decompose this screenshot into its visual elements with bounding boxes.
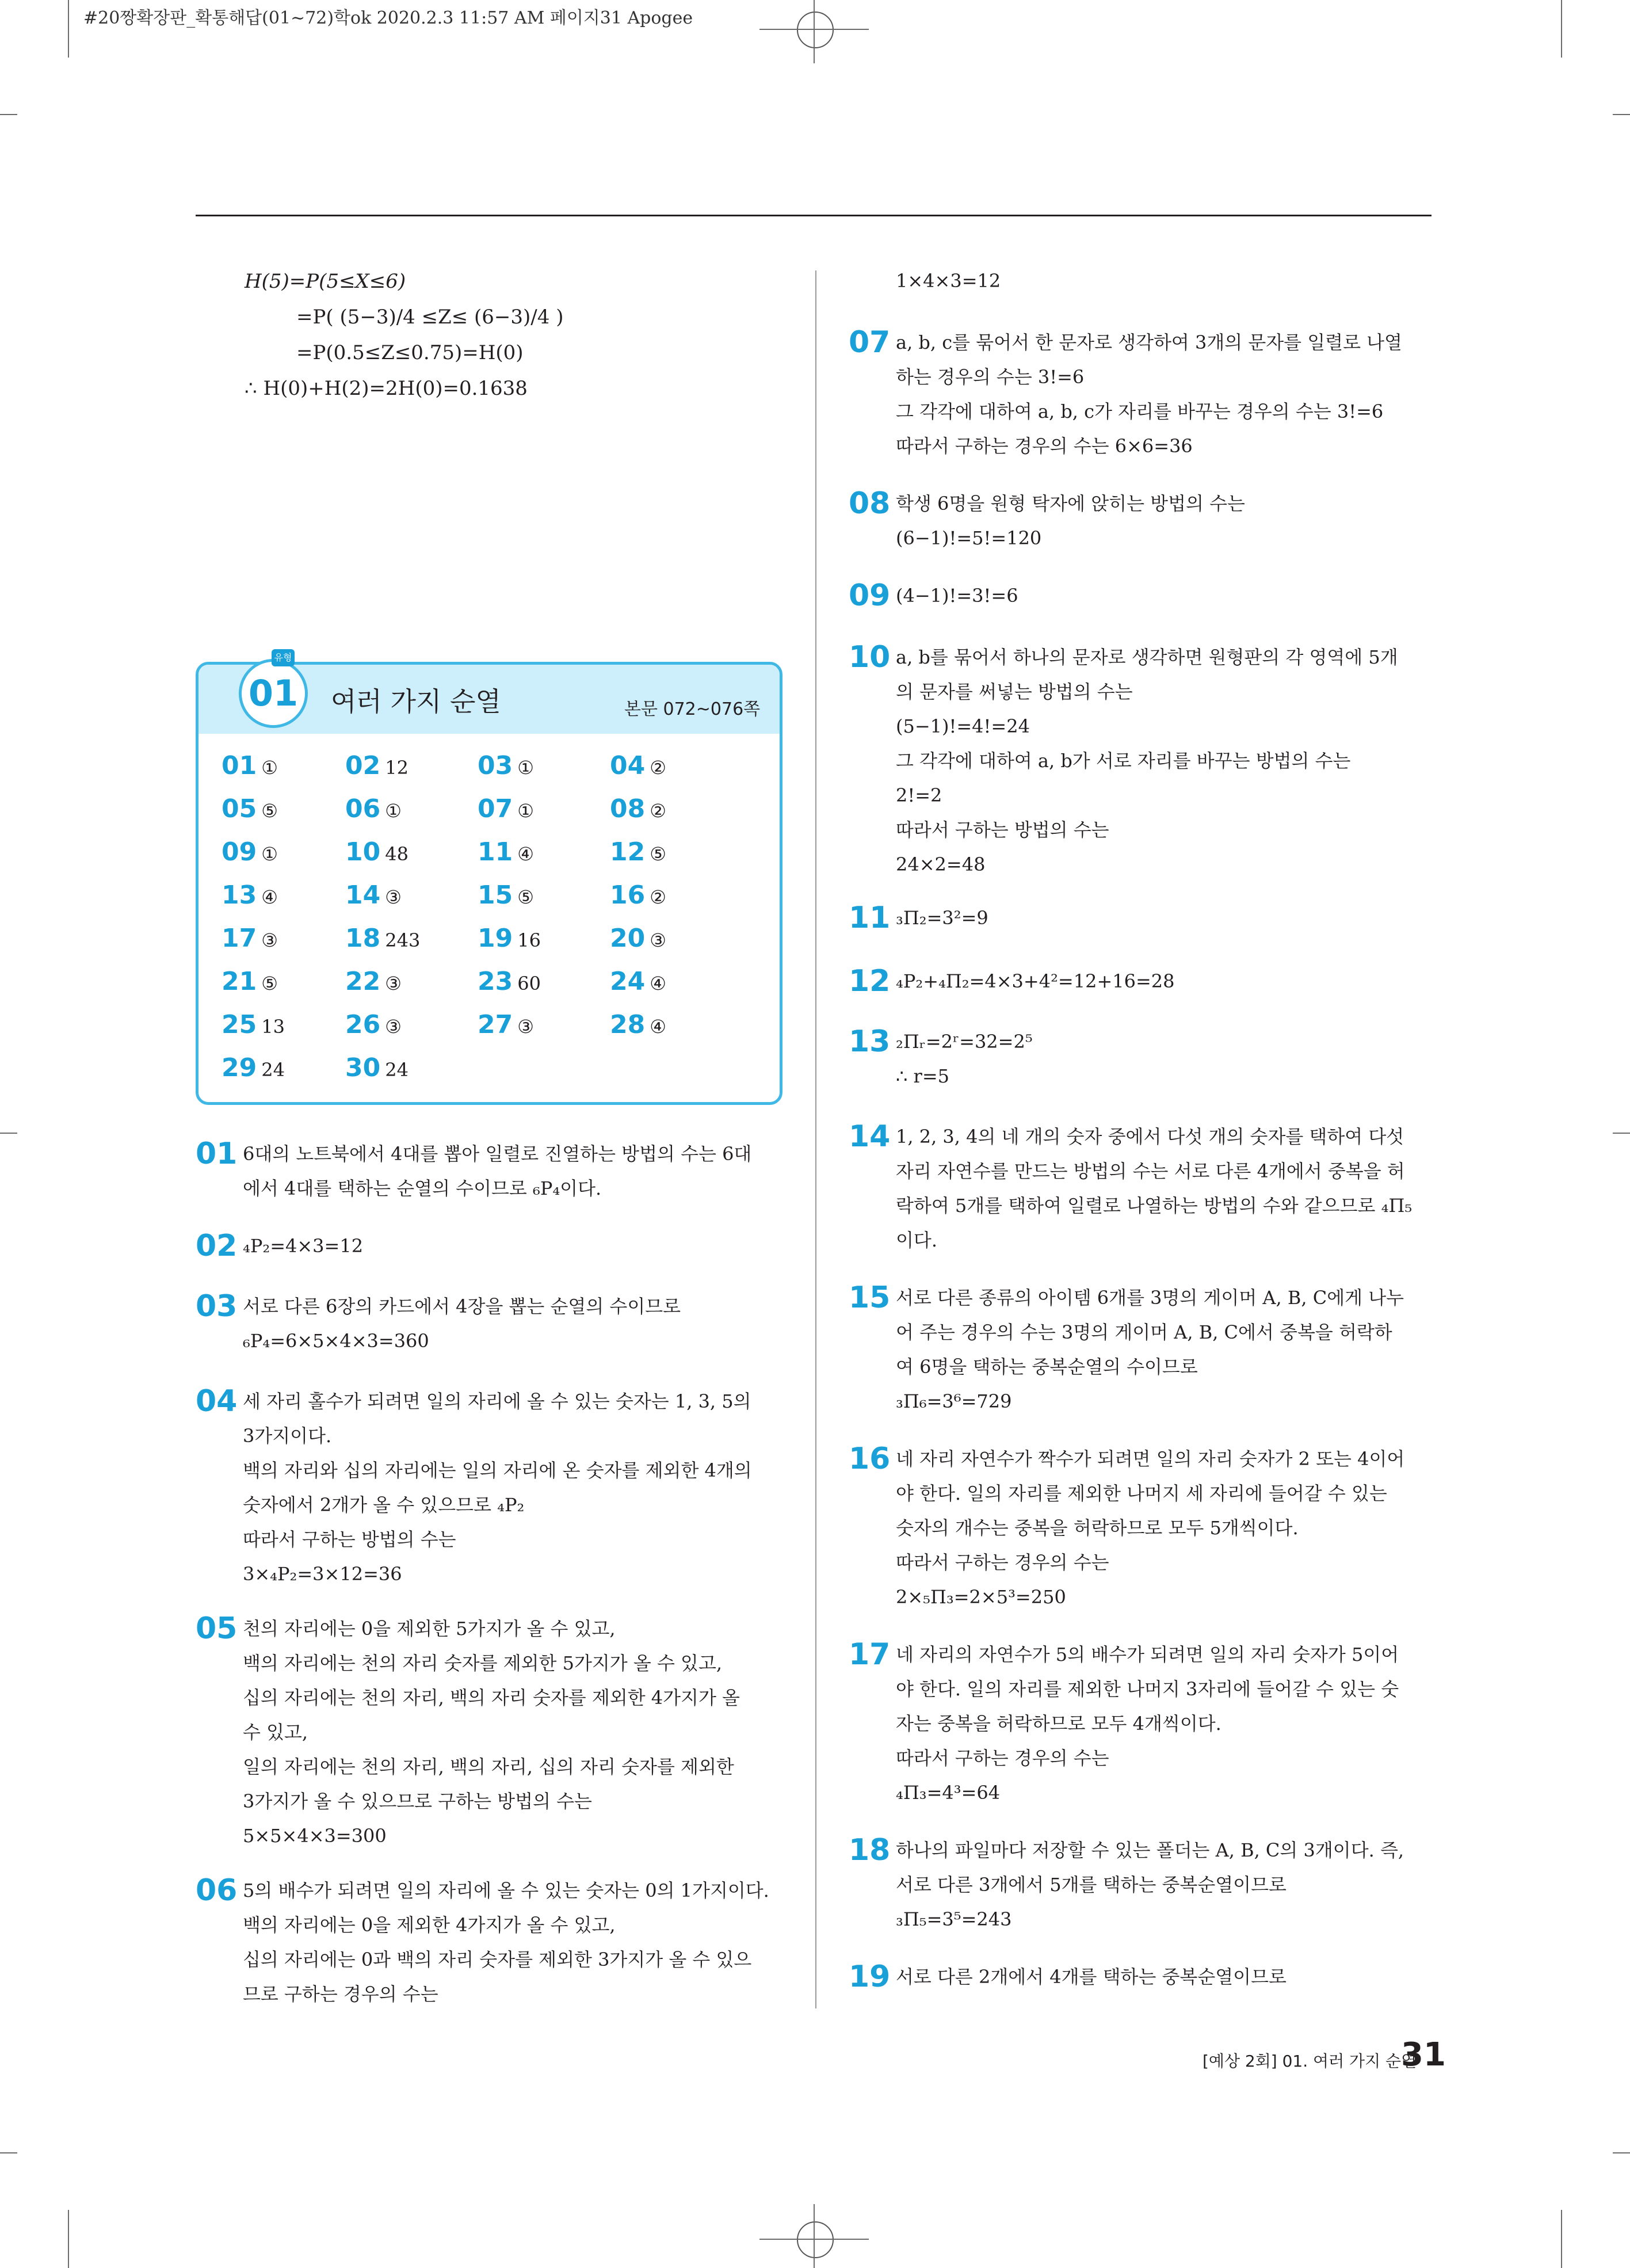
answer-number: 06 [345,794,381,824]
solution-line: 서로 다른 6장의 카드에서 4장을 뽑는 순열의 수이므로 [243,1295,681,1317]
answer-item [345,880,402,910]
solution-line: 락하여 5개를 택하여 일렬로 나열하는 방법의 수와 같으므로 ₄Π₅ [896,1195,1413,1217]
solution-line: a, b를 묶어서 하나의 문자로 생각하면 원형판의 각 영역에 5개 [896,646,1398,668]
answer-number: 12 [610,837,646,867]
solution-line: 자리 자연수를 만드는 방법의 수는 서로 다른 4개에서 중복을 허 [896,1160,1405,1182]
solution-line: 므로 구하는 경우의 수는 [243,1983,438,2005]
solution-line: 십의 자리에는 0과 백의 자리 숫자를 제외한 3가지가 올 수 있으 [243,1949,752,1970]
formula-line: H(5)=P(5≤X≤6) [245,270,406,293]
page-reference: 본문 072~076쪽 [624,699,761,719]
answer-number: 01 [222,751,257,780]
solution-line: ₃Π₆=3⁶=729 [896,1390,1012,1412]
answer-item [478,837,534,867]
solution-line: 서로 다른 2개에서 4개를 택하는 중복순열이므로 [896,1966,1287,1988]
formula-line: =P( (5−3)/4 ≤Z≤ (6−3)/4 ) [296,306,564,329]
solution-line: 천의 자리에는 0을 제외한 5가지가 올 수 있고, [243,1618,616,1640]
answer-number: 18 [345,924,381,953]
answer-item [222,794,278,824]
solution-number: 18 [849,1833,891,1867]
solution-line: 하나의 파일마다 저장할 수 있는 폴더는 A, B, C의 3개이다. 즉, [896,1839,1404,1861]
solution-line: 수 있고, [243,1721,308,1743]
section-title: 여러 가지 순열 [331,686,501,717]
answer-number: 13 [222,880,257,910]
answer-value: 243 [385,929,421,951]
answer-value: ① [385,800,402,822]
solution-line: 따라서 구하는 방법의 수는 [243,1528,456,1550]
solution-line: 3가지가 올 수 있으므로 구하는 방법의 수는 [243,1790,592,1812]
answer-item [222,880,278,910]
answer-number: 11 [478,837,513,867]
answer-number: 05 [222,794,257,824]
answer-number: 28 [610,1010,646,1039]
solution-line: 백의 자리에는 천의 자리 숫자를 제외한 5가지가 올 수 있고, [243,1652,723,1674]
answer-value: ② [650,757,666,779]
solution-number: 03 [196,1289,238,1324]
answer-item [345,751,409,780]
crop-mark [0,114,17,115]
answer-item [610,1010,666,1039]
header-rule [196,215,1432,216]
solution-line: 2!=2 [896,784,942,806]
solution-line: 6대의 노트북에서 4대를 뽑아 일렬로 진열하는 방법의 수는 6대 [243,1143,752,1165]
solution-line: 야 한다. 일의 자리를 제외한 나머지 3자리에 들어갈 수 있는 숫 [896,1678,1399,1700]
solution-line: ∴ r=5 [896,1065,949,1087]
answer-number: 20 [610,924,646,953]
answer-item [478,924,541,953]
answer-value: ③ [385,973,402,994]
answer-number: 22 [345,967,381,996]
answer-item [222,924,278,953]
solution-number: 08 [849,486,891,521]
solution-number: 16 [849,1442,891,1476]
solution-number: 02 [196,1229,238,1263]
answer-value: ① [261,843,278,865]
solution-line: ₃Π₂=3²=9 [896,907,988,929]
solution-number: 11 [849,901,891,935]
solution-line: ₂Πᵣ=2ʳ=32=2⁵ [896,1031,1033,1053]
crop-mark [68,2210,69,2268]
registration-line [814,0,815,63]
type-tag: 유형 [272,649,295,666]
solution-line: 그 각각에 대하여 a, b가 서로 자리를 바꾸는 방법의 수는 [896,750,1351,772]
answer-value: ② [650,800,666,822]
solution-number: 14 [849,1119,891,1154]
answer-number: 08 [610,794,646,824]
solution-line: 서로 다른 종류의 아이템 6개를 3명의 게이머 A, B, C에게 나누 [896,1287,1404,1309]
answer-value: 48 [385,843,409,865]
solution-line: 2×₅Π₃=2×5³=250 [896,1586,1066,1608]
registration-line [814,2204,815,2268]
crop-mark [1613,114,1630,115]
answer-item [222,967,278,996]
solution-line: 따라서 구하는 방법의 수는 [896,819,1109,841]
answer-item [345,794,402,824]
solution-line: 의 문자를 써넣는 방법의 수는 [896,681,1133,703]
answer-item [222,1010,285,1039]
answer-value: ⑤ [517,886,534,908]
answer-item [478,967,541,996]
solution-line: 십의 자리에는 천의 자리, 백의 자리 숫자를 제외한 4가지가 올 [243,1687,740,1709]
answer-item [610,924,666,953]
solution-line: 네 자리 자연수가 짝수가 되려면 일의 자리 숫자가 2 또는 4이어 [896,1448,1405,1470]
solution-line: 학생 6명을 원형 탁자에 앉히는 방법의 수는 [896,493,1245,514]
solution-line: 하는 경우의 수는 3!=6 [896,366,1085,388]
answer-number: 24 [610,967,646,996]
answer-value: ④ [650,1016,666,1038]
solution-line: 5×5×4×3=300 [243,1825,387,1847]
answer-item [345,967,402,996]
answer-value: 24 [261,1059,285,1081]
solution-number: 15 [849,1280,891,1315]
crop-mark [1561,2210,1562,2268]
answer-value: 13 [261,1016,285,1038]
solution-line: 백의 자리에는 0을 제외한 4가지가 올 수 있고, [243,1914,616,1936]
solution-number: 06 [196,1873,238,1908]
answer-number: 27 [478,1010,513,1039]
answer-number: 04 [610,751,646,780]
solution-number: 19 [849,1960,891,1994]
answer-item [478,1010,534,1039]
footer-label: [예상 2회] 01. 여러 가지 순열 [1203,2052,1417,2071]
solution-line: 서로 다른 3개에서 5개를 택하는 중복순열이므로 [896,1874,1287,1896]
answer-number: 02 [345,751,381,780]
solution-line: 백의 자리와 십의 자리에는 일의 자리에 온 숫자를 제외한 4개의 [243,1459,752,1481]
solution-line: (6−1)!=5!=120 [896,527,1042,549]
solution-number: 17 [849,1637,891,1672]
answer-value: 16 [517,929,541,951]
crop-mark [1561,0,1562,58]
answer-value: 24 [385,1059,409,1081]
solution-line: 따라서 구하는 경우의 수는 [896,1747,1109,1769]
answer-item [478,880,534,910]
solution-number: 10 [849,640,891,674]
answer-value: ⑤ [261,973,278,994]
crop-mark [0,2152,17,2153]
answer-item [610,794,666,824]
answer-number: 25 [222,1010,257,1039]
registration-mark-top [797,12,834,48]
answer-value: ④ [650,973,666,994]
solution-line: ₄Π₃=4³=64 [896,1782,1001,1804]
answer-value: ③ [385,1016,402,1038]
right-continuation [896,264,1001,298]
solution-number: 09 [849,578,891,613]
answer-value: ② [650,886,666,908]
registration-mark-bottom [797,2221,834,2258]
type-number: 01 [248,672,299,714]
answer-box [196,652,782,1105]
crop-mark [0,1133,17,1134]
solution-number: 13 [849,1024,891,1059]
answer-value: ③ [261,929,278,951]
solution-line: (5−1)!=4!=24 [896,715,1030,737]
solution-line: 자는 중복을 허락하므로 모두 4개씩이다. [896,1713,1221,1735]
answer-number: 10 [345,837,381,867]
answer-value: ④ [517,843,534,865]
answer-number: 16 [610,880,646,910]
answer-number: 14 [345,880,381,910]
answer-value: ⑤ [650,843,666,865]
answer-number: 15 [478,880,513,910]
solution-line: 그 각각에 대하여 a, b, c가 자리를 바꾸는 경우의 수는 3!=6 [896,401,1384,422]
left-continuation [245,264,563,406]
solution-line: 숫자에서 2개가 올 수 있으므로 ₄P₂ [243,1494,525,1516]
solution-number: 04 [196,1384,238,1419]
formula-line: ∴ H(0)+H(2)=2H(0)=0.1638 [245,377,528,400]
answer-value: ⑤ [261,800,278,822]
answer-item [610,837,666,867]
answer-item [345,924,420,953]
answer-number: 30 [345,1053,381,1082]
solution-line: 에서 4대를 택하는 순열의 수이므로 ₆P₄이다. [243,1177,602,1199]
answer-item [610,751,666,780]
solution-number: 07 [849,325,891,360]
solution-line: (4−1)!=3!=6 [896,585,1018,607]
answer-value: ④ [261,886,278,908]
solution-line: 따라서 구하는 경우의 수는 [896,1552,1109,1573]
answer-value: ① [517,757,534,779]
answer-number: 19 [478,924,513,953]
solution-line: ₆P₄=6×5×4×3=360 [243,1330,429,1352]
answer-item [222,751,278,780]
solution-number: 05 [196,1611,238,1646]
solution-line: ₃Π₅=3⁵=243 [896,1908,1012,1930]
answer-value: 12 [385,757,409,779]
solution-line: 숫자의 개수는 중복을 허락하므로 모두 5개씩이다. [896,1517,1299,1539]
solution-line: 여 6명을 택하는 중복순열의 수이므로 [896,1356,1198,1378]
answer-number: 29 [222,1053,257,1082]
formula-line: 1×4×3=12 [896,270,1001,292]
solution-number: 01 [196,1137,238,1171]
answer-item [345,1053,409,1082]
crop-mark [1613,1133,1630,1134]
solution-line: 일의 자리에는 천의 자리, 백의 자리, 십의 자리 숫자를 제외한 [243,1756,734,1778]
solution-line: 5의 배수가 되려면 일의 자리에 올 수 있는 숫자는 0의 1가지이다. [243,1880,769,1901]
answer-value: ③ [385,886,402,908]
answer-item [345,837,409,867]
solution-line: 세 자리 홀수가 되려면 일의 자리에 올 수 있는 숫자는 1, 3, 5의 [243,1390,751,1412]
answer-value: ① [261,757,278,779]
page-number: 31 [1401,2036,1446,2073]
solution-line: ₄P₂=4×3=12 [243,1235,364,1257]
answer-number: 09 [222,837,257,867]
solution-line: 3×₄P₂=3×12=36 [243,1563,402,1585]
answer-item [222,837,278,867]
answer-item [610,967,666,996]
solution-line: 1, 2, 3, 4의 네 개의 숫자 중에서 다섯 개의 숫자를 택하여 다섯 [896,1126,1404,1148]
crop-mark [68,0,69,58]
solution-line: 3가지이다. [243,1425,332,1447]
solution-line: 어 주는 경우의 수는 3명의 게이머 A, B, C에서 중복을 허락하 [896,1321,1392,1343]
answer-value: ③ [517,1016,534,1038]
answer-item [478,794,534,824]
solution-line: ₄P₂+₄Π₂=4×3+4²=12+16=28 [896,970,1175,992]
solution-line: 야 한다. 일의 자리를 제외한 나머지 세 자리에 들어갈 수 있는 [896,1482,1387,1504]
type-badge [239,652,308,728]
solution-line: 네 자리의 자연수가 5의 배수가 되려면 일의 자리 숫자가 5이어 [896,1644,1399,1665]
formula-line: =P(0.5≤Z≤0.75)=H(0) [296,341,524,364]
solution-number: 12 [849,964,891,998]
print-slug: #20짱확장판_확통해답(01~72)학ok 2020.2.3 11:57 AM 페이지31 Apogee [83,8,693,28]
solution-line: a, b, c를 묶어서 한 문자로 생각하여 3개의 문자를 일렬로 나열 [896,331,1402,353]
answer-number: 17 [222,924,257,953]
answer-item [222,1053,285,1082]
answer-item [345,1010,402,1039]
solution-line: 따라서 구하는 경우의 수는 6×6=36 [896,435,1193,457]
answer-value: ③ [650,929,666,951]
crop-mark [1613,2152,1630,2153]
answer-number: 26 [345,1010,381,1039]
answer-value: ① [517,800,534,822]
answer-number: 23 [478,967,513,996]
solution-line: 24×2=48 [896,853,986,875]
column-divider [815,270,816,2008]
answer-number: 21 [222,967,257,996]
answer-number: 03 [478,751,513,780]
answer-number: 07 [478,794,513,824]
answer-item [478,751,534,780]
solution-line: 이다. [896,1229,937,1251]
answer-item [610,880,666,910]
answer-value: 60 [517,973,541,994]
